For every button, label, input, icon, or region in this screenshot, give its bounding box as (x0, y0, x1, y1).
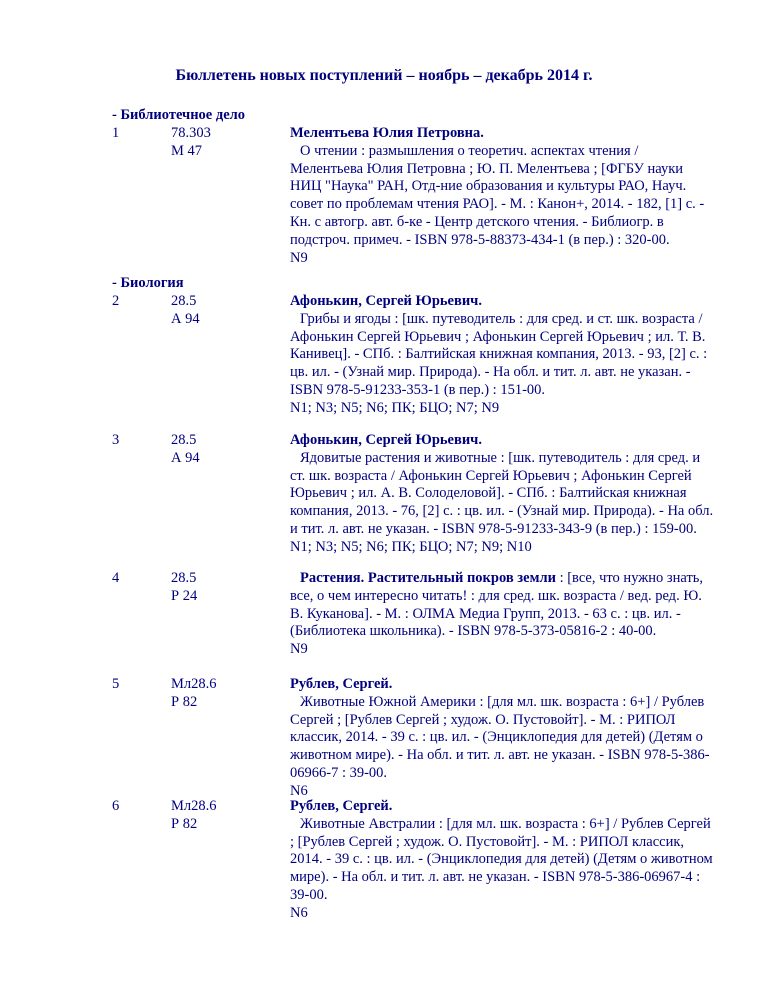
entry-number: 4 (112, 570, 120, 586)
classification (171, 676, 217, 712)
author-mark: М 47 (171, 142, 203, 159)
entry-description: Животные Южной Америки : [для мл. шк. возраста : 6+] / Рублев Сергей ; [Рублев Сергей ; худож. О. Пустовойт]. - М. : РИПОЛ классик, 2014. - 39 с. : цв. ил. - (Энциклопедия для детей) (Детям о животном мире). - На обл. и тит. л. авт. не указан. - ISBN 978-5-386-06966-7 : 39-00. (290, 693, 710, 781)
entry-author: Рублев, Сергей. (290, 798, 393, 814)
entry-author: Рублев, Сергей. (290, 676, 393, 692)
entry-holdings: N6 (290, 782, 308, 799)
class-code: 28.5 (171, 293, 197, 309)
page-title: Бюллетень новых поступлений – ноябрь – декабрь 2014 г. (175, 67, 593, 84)
class-code: 78.303 (171, 125, 211, 141)
class-code: 28.5 (171, 432, 197, 448)
entry-holdings: N1; N3; N5; N6; ПК; БЦО; N7; N9 (290, 399, 500, 416)
entry-author: Мелентьева Юлия Петровна. (290, 125, 484, 141)
entry-description: Животные Австралии : [для мл. шк. возраста : 6+] / Рублев Сергей ; [Рублев Сергей ; худож. О. Пустовойт]. - М. : РИПОЛ классик, 2014. - 39 с. : цв. ил. - (Энциклопедия для детей) (Детям о животном мире). - На обл. и тит. л. авт. не указан. - ISBN 978-5-386-06967-4 : 39-00. (290, 815, 713, 903)
bibliographic-record (290, 125, 715, 267)
entry-author: Афонькин, Сергей Юрьевич. (290, 293, 482, 309)
classification (171, 293, 200, 329)
bibliographic-record (290, 676, 715, 801)
entry-description: Ядовитые растения и животные : [шк. путеводитель : для сред. и ст. шк. возраста / Афонькин Сергей Юрьевич ; Афонькин Сергей Юрьевич ; ил. А. В. Солоделовой]. - СПб. : Балтийская книжная компания, 2013. - 76, [2] с. : цв. ил. - (Узнай мир. Природа). - На обл. и тит. л. авт. не указан. - ISBN 978-5-91233-343-9 (в пер.) : 159-00. (290, 449, 714, 537)
classification (171, 125, 211, 161)
entry-holdings: N1; N3; N5; N6; ПК; БЦО; N7; N9; N10 (290, 538, 532, 555)
section-heading-biology: - Биология (112, 275, 184, 291)
entry-title: Растения. Растительный покров земли (300, 570, 556, 586)
classification (171, 432, 200, 468)
classification (171, 570, 197, 606)
entry-description-block (290, 570, 715, 641)
entry-number: 1 (112, 125, 120, 141)
classification (171, 798, 217, 834)
author-mark: А 94 (171, 449, 200, 466)
bibliographic-record (290, 570, 715, 659)
author-mark: Р 82 (171, 693, 198, 710)
entry-description: Грибы и ягоды : [шк. путеводитель : для сред. и ст. шк. возраста / Афонькин Сергей Юрьевич ; Афонькин Сергей Юрьевич ; ил. Т. В. Канивец]. - СПб. : Балтийская книжная компания, 2013. - 93, [2] с. : цв. ил. - (Узнай мир. Природа). - На обл. и тит. л. авт. не указан. - ISBN 978-5-91233-353-1 (в пер.) : 151-00. (290, 310, 708, 398)
class-code: 28.5 (171, 570, 197, 586)
author-mark: Р 24 (171, 587, 198, 604)
bibliographic-record (290, 798, 715, 923)
section-heading-library-science: - Библиотечное дело (112, 107, 246, 123)
entry-number: 6 (112, 798, 120, 814)
entry-holdings: N6 (290, 904, 308, 921)
entry-holdings: N9 (290, 641, 308, 658)
class-code: Мл28.6 (171, 676, 217, 692)
entry-number: 3 (112, 432, 120, 448)
bibliographic-record (290, 293, 715, 418)
entry-number: 2 (112, 293, 120, 309)
class-code: Мл28.6 (171, 798, 217, 814)
entry-description: : [все, что нужно знать, все, о чем интересно читать! : для сред. шк. возраста / вед. ред. Ю. В. Куканова]. - М. : ОЛМА Медиа Групп, 2013. - 63 с. : цв. ил. - (Библиотека школьника). - ISBN 978-5-373-05816-2 : 40-00. (290, 570, 704, 640)
bibliographic-record (290, 432, 715, 557)
author-mark: Р 82 (171, 815, 198, 832)
entry-holdings: N9 (290, 249, 308, 266)
entry-description: О чтении : размышления о теоретич. аспектах чтения / Мелентьева Юлия Петровна ; Ю. П. Мелентьева ; [ФГБУ науки НИЦ "Наука" РАН, Отд-ние образования и культуры РАО, Науч. совет по проблемам чтения РАО]. - М. : Канон+, 2014. - 182, [1] с. - Кн. с автогр. авт. б-ке - Центр детского чтения. - Библиогр. в подстроч. примеч. - ISBN 978-5-88373-434-1 (в пер.) : 320-00. (290, 142, 705, 248)
entry-number: 5 (112, 676, 120, 692)
author-mark: А 94 (171, 310, 200, 327)
entry-author: Афонькин, Сергей Юрьевич. (290, 432, 482, 448)
